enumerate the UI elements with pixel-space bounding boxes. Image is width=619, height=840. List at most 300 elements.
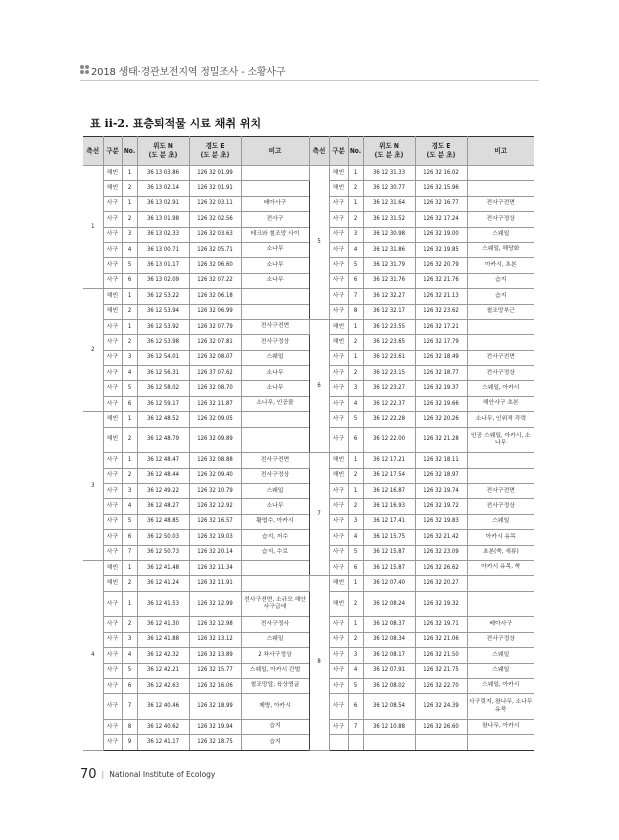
table-cell: 인공 스웨일, 아카시, 소나무	[467, 427, 534, 453]
table-cell: 전사구정상	[467, 212, 534, 227]
table-cell: 126 32 08.70	[189, 381, 241, 396]
table-row	[83, 381, 534, 396]
table-cell: 126 32 26.60	[415, 719, 467, 734]
table-cell: 해빈	[329, 166, 348, 181]
table-cell: 36 12 08.37	[363, 617, 415, 632]
table-row	[83, 468, 534, 483]
table-cell: 1	[122, 319, 137, 334]
table-cell: 전사구전면	[467, 484, 534, 499]
table-cell: 1	[122, 560, 137, 575]
table-cell: 해빈	[103, 412, 122, 427]
transect-cell: 6	[309, 319, 329, 452]
transect-cell: 4	[83, 560, 103, 750]
column-header: 경도 E (도 분 초)	[415, 137, 467, 166]
table-cell: 6	[122, 530, 137, 545]
table-cell: 36 12 48.85	[137, 514, 189, 529]
table-cell: 3	[122, 632, 137, 647]
table-cell: 소나무	[241, 242, 309, 257]
table-cell: 36 12 30.77	[363, 181, 415, 196]
table-cell: 126 32 21.42	[415, 530, 467, 545]
table-cell: 해빈	[103, 166, 122, 181]
table-cell: 36 12 23.61	[363, 350, 415, 365]
table-cell: 1	[348, 166, 363, 181]
table-cell: 36 12 17.54	[363, 468, 415, 483]
transect-cell: 3	[83, 412, 103, 561]
table-cell: 해빈	[103, 304, 122, 319]
table-cell: 7	[122, 694, 137, 720]
table-row	[83, 396, 534, 411]
table-cell: 전사구전면, 소규모 해안사구급애	[241, 591, 309, 617]
table-cell: 6	[348, 273, 363, 288]
table-cell: 1	[348, 617, 363, 632]
table-cell: 3	[348, 227, 363, 242]
table-cell: 사구	[329, 484, 348, 499]
table-cell: 제방, 아카시	[241, 694, 309, 720]
table-cell: 2	[122, 335, 137, 350]
table-cell: 배아사구	[241, 196, 309, 211]
table-cell: 36 12 15.87	[363, 545, 415, 560]
table-cell: 참나무, 아카시	[467, 719, 534, 734]
table-cell: 126 32 19.83	[415, 514, 467, 529]
table-cell: 126 32 26.62	[415, 560, 467, 575]
column-header: No.	[348, 137, 363, 166]
table-cell: 126 32 06.60	[189, 258, 241, 273]
table-cell: 36 12 23.65	[363, 335, 415, 350]
table-cell: 사구	[329, 289, 348, 304]
table-cell: 126 32 16.06	[189, 678, 241, 693]
table-cell: 36 12 54.01	[137, 350, 189, 365]
table-cell: 126 32 12.92	[189, 499, 241, 514]
table-cell: 4	[122, 499, 137, 514]
table-cell: 36 12 58.02	[137, 381, 189, 396]
table-row	[83, 719, 534, 734]
table-cell: 126 32 13.89	[189, 648, 241, 663]
table-cell: 습지	[467, 273, 534, 288]
table-cell: 사구	[103, 196, 122, 211]
table-cell: 사구	[103, 617, 122, 632]
table-cell: 사구	[329, 273, 348, 288]
table-cell: 36 12 49.22	[137, 484, 189, 499]
table-cell	[363, 735, 415, 750]
table-cell: 126 32 07.22	[189, 273, 241, 288]
table-cell: 126 32 23.09	[415, 545, 467, 560]
table-cell: 126 32 11.87	[189, 396, 241, 411]
table-cell: 사구	[103, 396, 122, 411]
table-cell: 36 13 02.09	[137, 273, 189, 288]
table-cell: 전사구전면	[467, 196, 534, 211]
table-cell: 126 32 03.63	[189, 227, 241, 242]
table-cell: 3	[122, 484, 137, 499]
table-cell: 126 32 21.06	[415, 632, 467, 647]
table-row	[83, 212, 534, 227]
table-cell: 2 차사구정상	[241, 648, 309, 663]
table-cell: 126 32 15.96	[415, 181, 467, 196]
page-footer	[80, 767, 215, 782]
table-cell: 사구	[103, 242, 122, 257]
table-row	[83, 319, 534, 334]
table-cell: 스웨일, 아카시	[467, 381, 534, 396]
table-row	[83, 735, 534, 750]
table-cell: 8	[122, 719, 137, 734]
table-row	[83, 227, 534, 242]
table-cell: 4	[348, 396, 363, 411]
table-cell: 36 12 22.00	[363, 427, 415, 453]
table-cell: 1	[122, 412, 137, 427]
table-cell: 사구	[103, 514, 122, 529]
table-title: 표 ⅱ-2. 표층퇴적물 시료 채취 위치	[90, 117, 262, 130]
table-cell: 36 12 42.21	[137, 663, 189, 678]
transect-cell: 2	[83, 289, 103, 412]
table-cell: 36 12 53.94	[137, 304, 189, 319]
table-row	[83, 617, 534, 632]
table-cell: 스웨일	[467, 227, 534, 242]
table-cell: 전사구	[241, 212, 309, 227]
table-cell: 습지	[467, 289, 534, 304]
table-cell: 126 32 21.28	[415, 427, 467, 453]
table-cell: 1	[348, 453, 363, 468]
table-row	[83, 181, 534, 196]
table-cell: 36 12 42.63	[137, 678, 189, 693]
table-cell: 5	[348, 545, 363, 560]
table-cell: 126 32 08.07	[189, 350, 241, 365]
table-cell: 36 12 16.87	[363, 484, 415, 499]
table-cell: 7	[122, 545, 137, 560]
table-cell: 1	[122, 196, 137, 211]
table-cell: 사구	[329, 617, 348, 632]
table-cell: 전사구정상	[467, 499, 534, 514]
table-cell: 126 32 21.76	[415, 273, 467, 288]
table-cell: 36 12 40.46	[137, 694, 189, 720]
table-cell: 36 13 00.71	[137, 242, 189, 257]
table-cell: 사구	[329, 396, 348, 411]
table-cell: 36 12 08.17	[363, 648, 415, 663]
table-row	[83, 514, 534, 529]
table-cell: 활엽수, 아카시	[241, 514, 309, 529]
table-cell: 36 12 48.27	[137, 499, 189, 514]
table-cell: 3	[348, 381, 363, 396]
table-cell: 전사구전면	[241, 453, 309, 468]
table-cell: 36 12 41.17	[137, 735, 189, 750]
table-cell: 36 12 53.22	[137, 289, 189, 304]
table-cell: 사구	[103, 530, 122, 545]
transect-cell: 8	[309, 576, 329, 750]
table-row	[83, 663, 534, 678]
table-cell: 해빈	[329, 335, 348, 350]
table-cell: 아카시, 초본	[467, 258, 534, 273]
table-cell: 사구	[103, 591, 122, 617]
table-cell: 스웨일, 아카시 간벌	[241, 663, 309, 678]
table-cell: 36 12 32.27	[363, 289, 415, 304]
table-cell: 해빈	[103, 427, 122, 453]
table-cell: 해빈	[103, 560, 122, 575]
table-cell: 36 12 31.86	[363, 242, 415, 257]
table-row	[83, 166, 534, 181]
table-cell	[467, 453, 534, 468]
table-cell: 36 12 50.03	[137, 530, 189, 545]
table-cell: 126 32 13.12	[189, 632, 241, 647]
table-cell: 36 12 31.33	[363, 166, 415, 181]
table-cell: 6	[348, 427, 363, 453]
table-row	[83, 273, 534, 288]
table-cell: 36 12 42.32	[137, 648, 189, 663]
table-cell: 36 12 31.76	[363, 273, 415, 288]
table-cell: 126 32 09.89	[189, 427, 241, 453]
table-cell: 1	[348, 350, 363, 365]
table-cell: 36 12 30.98	[363, 227, 415, 242]
table-cell: 126 32 01.91	[189, 181, 241, 196]
table-cell: 사구	[103, 468, 122, 483]
table-cell: 126 32 19.74	[415, 484, 467, 499]
table-row	[83, 196, 534, 211]
table-cell: 사구	[329, 258, 348, 273]
table-cell: 스웨일	[467, 663, 534, 678]
table-cell: 36 12 32.17	[363, 304, 415, 319]
table-cell: 126 32 20.14	[189, 545, 241, 560]
table-cell: 스웨일	[241, 484, 309, 499]
table-cell: 2	[348, 212, 363, 227]
table-cell: 2	[348, 335, 363, 350]
table-cell: 사구	[103, 678, 122, 693]
table-cell: 사구	[329, 530, 348, 545]
table-row	[83, 412, 534, 427]
table-cell: 전사구정상	[241, 468, 309, 483]
table-cell: 사구	[103, 258, 122, 273]
table-cell: 4	[348, 242, 363, 257]
table-cell: 36 12 15.87	[363, 560, 415, 575]
table-cell: 사구	[329, 350, 348, 365]
table-cell: 36 12 15.75	[363, 530, 415, 545]
table-cell: 36 12 41.48	[137, 560, 189, 575]
table-cell: 126 32 18.97	[415, 468, 467, 483]
table-cell: 126 32 18.49	[415, 350, 467, 365]
table-cell: 126 32 16.77	[415, 196, 467, 211]
transect-cell: 1	[83, 166, 103, 289]
column-header: No.	[122, 137, 137, 166]
table-cell: 소나무	[241, 258, 309, 273]
table-cell	[467, 319, 534, 334]
table-cell: 126 32 09.40	[189, 468, 241, 483]
table-cell	[467, 591, 534, 617]
transect-cell: 5	[309, 166, 329, 320]
table-cell: 126 32 18.77	[415, 366, 467, 381]
table-cell: 해빈	[329, 591, 348, 617]
table-cell: 사구	[103, 335, 122, 350]
table-cell: 사구	[103, 366, 122, 381]
table-cell: 아카시 유목, 쑥	[467, 560, 534, 575]
table-cell: 36 12 08.54	[363, 694, 415, 720]
table-cell: 36 12 16.93	[363, 499, 415, 514]
table-cell: 사구	[329, 719, 348, 734]
table-cell: 1	[122, 166, 137, 181]
table-cell: 사구	[329, 499, 348, 514]
table-cell	[467, 166, 534, 181]
table-cell: 사구	[329, 212, 348, 227]
table-cell	[241, 560, 309, 575]
table-cell: 사구	[103, 632, 122, 647]
table-cell: 126 32 03.11	[189, 196, 241, 211]
table-cell: 36 12 31.52	[363, 212, 415, 227]
table-cell: 2	[348, 591, 363, 617]
table-cell	[241, 289, 309, 304]
table-cell: 사구	[329, 694, 348, 720]
table-cell: 사구	[103, 212, 122, 227]
table-cell: 36 12 08.24	[363, 591, 415, 617]
table-cell: 126 32 20.79	[415, 258, 467, 273]
table-cell: 126 32 17.79	[415, 335, 467, 350]
table-cell: 전사구정상	[467, 366, 534, 381]
header-divider	[80, 80, 539, 81]
table-cell: 1	[348, 196, 363, 211]
table-cell: 126 32 16.57	[189, 514, 241, 529]
table-cell: 사구	[103, 319, 122, 334]
table-row	[83, 591, 534, 617]
table-cell: 사구	[103, 453, 122, 468]
table-cell: 126 32 18.11	[415, 453, 467, 468]
table-row	[83, 576, 534, 591]
table-cell: 사구	[329, 545, 348, 560]
table-cell: 7	[348, 289, 363, 304]
table-cell: 1	[348, 576, 363, 591]
table-cell: 사구	[329, 514, 348, 529]
table-cell: 전사구전면	[467, 350, 534, 365]
table-cell: 126 32 22.70	[415, 678, 467, 693]
table-row	[83, 560, 534, 575]
table-cell: 사구	[103, 545, 122, 560]
table-cell: 36 12 59.17	[137, 396, 189, 411]
table-row	[83, 427, 534, 453]
table-cell: 126 32 08.88	[189, 453, 241, 468]
table-cell: 2	[348, 181, 363, 196]
table-row	[83, 242, 534, 257]
footer-separator: |	[101, 770, 105, 779]
table-cell: 126 32 19.00	[415, 227, 467, 242]
table-cell: 126 32 07.79	[189, 319, 241, 334]
table-row	[83, 678, 534, 693]
table-cell: 5	[122, 663, 137, 678]
table-cell: 해빈	[103, 289, 122, 304]
table-cell: 126 32 01.99	[189, 166, 241, 181]
table-row	[83, 350, 534, 365]
table-row	[83, 499, 534, 514]
table-cell: 소나무, 인위적 각력	[467, 412, 534, 427]
table-row	[83, 258, 534, 273]
table-cell: 1	[122, 453, 137, 468]
table-cell: 5	[348, 678, 363, 693]
table-cell: 4	[122, 366, 137, 381]
column-header: 구분	[103, 137, 122, 166]
table-cell: 사구	[329, 632, 348, 647]
table-cell: 철조망부근	[467, 304, 534, 319]
table-cell: 36 12 41.53	[137, 591, 189, 617]
table-cell: 126 32 17.24	[415, 212, 467, 227]
table-cell	[241, 304, 309, 319]
column-header: 비고	[467, 137, 534, 166]
table-cell: 3	[348, 514, 363, 529]
table-cell: 36 12 08.34	[363, 632, 415, 647]
table-cell: 전사구전면	[241, 319, 309, 334]
table-cell: 126 32 21.75	[415, 663, 467, 678]
table-cell: 36 12 23.55	[363, 319, 415, 334]
table-cell	[348, 735, 363, 750]
table-cell: 2	[122, 617, 137, 632]
table-cell: 126 32 24.39	[415, 694, 467, 720]
table-cell: 사구	[329, 678, 348, 693]
table-cell: 6	[122, 273, 137, 288]
table-cell: 해빈	[329, 319, 348, 334]
table-cell: 2	[348, 632, 363, 647]
table-cell: 36 12 08.02	[363, 678, 415, 693]
table-cell: 126 32 06.99	[189, 304, 241, 319]
table-cell: 사구	[329, 663, 348, 678]
table-cell: 5	[348, 412, 363, 427]
table-cell: 126 32 12.98	[189, 617, 241, 632]
table-cell: 해빈	[329, 576, 348, 591]
table-header-row	[83, 137, 534, 166]
table-cell: 126 32 19.72	[415, 499, 467, 514]
table-cell: 3	[122, 227, 137, 242]
table-cell: 36 12 31.79	[363, 258, 415, 273]
table-cell: 스웨일	[467, 514, 534, 529]
table-cell: 36 12 48.52	[137, 412, 189, 427]
table-cell: 2	[122, 212, 137, 227]
table-cell: 126 32 06.18	[189, 289, 241, 304]
table-cell	[241, 166, 309, 181]
table-cell: 126 32 18.75	[189, 735, 241, 750]
table-cell: 36 12 41.30	[137, 617, 189, 632]
table-cell	[467, 735, 534, 750]
table-cell: 소나무, 인공물	[241, 396, 309, 411]
table-cell: 사구	[103, 648, 122, 663]
table-cell: 36 12 22.37	[363, 396, 415, 411]
table-cell: 2	[122, 576, 137, 591]
table-cell: 4	[348, 530, 363, 545]
table-cell: 소나무	[241, 366, 309, 381]
table-cell	[241, 181, 309, 196]
table-cell: 4	[348, 663, 363, 678]
table-cell: 126 32 18.99	[189, 694, 241, 720]
table-row	[83, 304, 534, 319]
table-cell: 해빈	[103, 576, 122, 591]
table-row	[83, 366, 534, 381]
table-cell: 사구	[103, 694, 122, 720]
table-row	[83, 530, 534, 545]
table-cell: 사구	[103, 484, 122, 499]
table-cell	[467, 576, 534, 591]
header-logo-icon	[80, 65, 90, 75]
table-cell: 사구	[103, 499, 122, 514]
footer-organization: National Institute of Ecology	[109, 770, 216, 779]
column-header: 구분	[329, 137, 348, 166]
table-cell: 사구	[329, 366, 348, 381]
table-cell: 126 32 10.79	[189, 484, 241, 499]
table-cell: 2	[348, 468, 363, 483]
table-cell: 사구	[329, 427, 348, 453]
table-cell: 126 32 19.32	[415, 591, 467, 617]
table-cell: 스웨일	[467, 648, 534, 663]
table-cell	[241, 412, 309, 427]
table-cell: 2	[122, 181, 137, 196]
table-cell: 사구	[329, 560, 348, 575]
table-cell: 습지	[241, 719, 309, 734]
table-cell: 테크와 철조망 사이	[241, 227, 309, 242]
table-cell: 1	[348, 319, 363, 334]
table-cell: 사구	[103, 381, 122, 396]
table-cell	[467, 335, 534, 350]
table-cell: 126 32 12.99	[189, 591, 241, 617]
table-cell: 습지, 수로	[241, 545, 309, 560]
table-cell: 아카시 유목	[467, 530, 534, 545]
table-cell: 소나무	[241, 381, 309, 396]
